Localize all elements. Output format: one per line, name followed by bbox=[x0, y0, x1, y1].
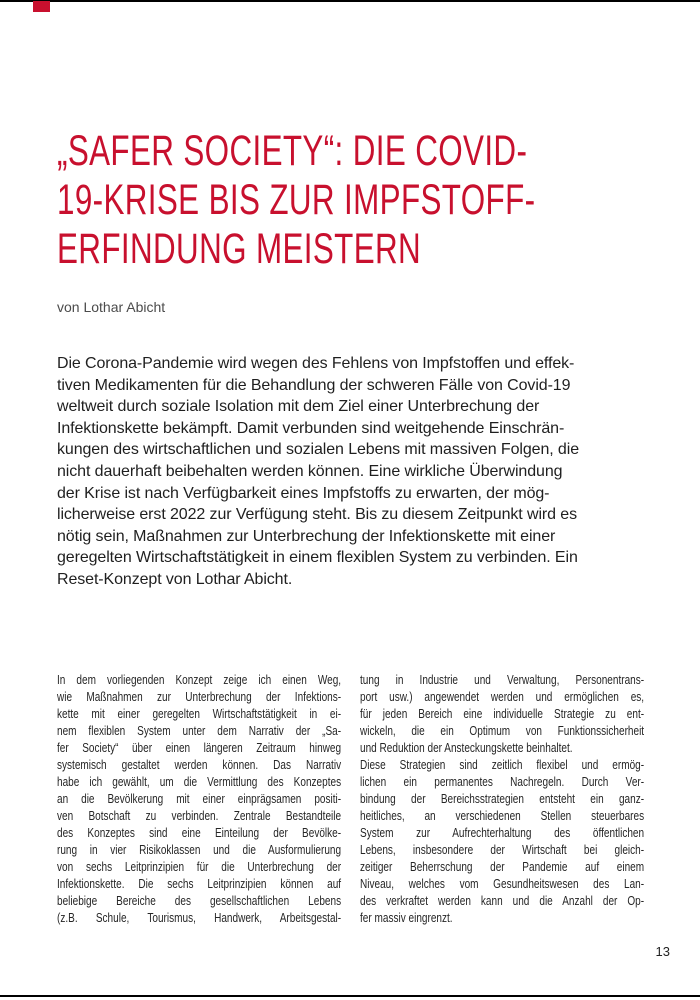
text-line: bindung der Bereichsstrategien entsteht ein ganz- bbox=[360, 791, 645, 806]
text-line: beliebige Bereiche des gesellschaftlichen Lebens bbox=[57, 893, 342, 908]
byline: von Lothar Abicht bbox=[57, 299, 166, 315]
text-line: port usw.) angewendet werden und ermöglichen es, bbox=[360, 689, 645, 704]
text-line: an die Bevölkerung mit einer einprägsamen positi- bbox=[57, 791, 342, 806]
text-line: nötig sein, Maßnahmen zur Unterbrechung der Infektionskette mit einer bbox=[57, 527, 556, 545]
text-line: weltweit durch soziale Isolation mit dem Ziel einer Unterbrechung der bbox=[57, 398, 540, 416]
text-line: licherweise erst 2022 zur Verfügung steht. Bis zu diesem Zeitpunkt wird es bbox=[57, 506, 577, 524]
text-line: Diese Strategien sind zeitlich flexibel und ermög- bbox=[360, 757, 645, 772]
text-line: „SAFER SOCIETY“: DIE COVID- bbox=[57, 127, 528, 175]
intro-paragraph bbox=[57, 353, 579, 591]
text-line: Die Corona-Pandemie wird wegen des Fehlens von Impfstoffen und effek- bbox=[57, 355, 575, 372]
text-line: rung in vier Risikoklassen und die Ausformulierung bbox=[57, 842, 342, 857]
body-column-right bbox=[360, 671, 644, 926]
article-title bbox=[57, 127, 535, 274]
text-line: zeitiger Beherrschung der Pandemie auf einem bbox=[360, 859, 645, 874]
text-line: System zur Aufrechterhaltung des öffentlichen bbox=[360, 825, 645, 840]
top-rule bbox=[0, 0, 700, 2]
text-line: Lebens, insbesondere der Wirtschaft bei gleich- bbox=[360, 842, 645, 857]
text-line: wickeln, die ein Optimum von Funktionssicherheit bbox=[360, 723, 645, 738]
text-line: des verkraftet werden kann und die Anzahl der Op- bbox=[360, 893, 645, 908]
text-line: des Konzeptes sind eine Einteilung der Bevölke- bbox=[57, 825, 342, 840]
text-line: systemisch gestaltet werden können. Das Narrativ bbox=[57, 757, 342, 772]
page-number: 13 bbox=[655, 944, 670, 959]
red-corner-mark bbox=[33, 1, 50, 12]
text-line: wie Maßnahmen zur Unterbrechung der Infektions- bbox=[57, 689, 342, 704]
text-line: (z.B. Schule, Tourismus, Handwerk, Arbeitsgestal- bbox=[57, 910, 342, 925]
text-line: heitliches, an verschiedenen Stellen steuerbares bbox=[360, 808, 645, 823]
text-line: lichen ein permanentes Nachregeln. Durch Ver- bbox=[360, 774, 645, 789]
text-line: In dem vorliegenden Konzept zeige ich einen Weg, bbox=[57, 672, 342, 687]
text-line: für jeden Bereich eine individuelle Strategie zu ent- bbox=[360, 706, 645, 721]
text-line: fer Society“ über einen längeren Zeitraum hinweg bbox=[57, 740, 342, 755]
text-line: Infektionskette bekämpft. Damit verbunden sind weitgehende Einschrän- bbox=[57, 419, 565, 437]
text-line: tung in Industrie und Verwaltung, Personentrans- bbox=[360, 672, 645, 687]
text-line: tiven Medikamenten für die Behandlung der schweren Fälle von Covid-19 bbox=[57, 376, 571, 394]
text-line: ven Botschaft zu verbinden. Zentrale Bestandteile bbox=[57, 808, 342, 823]
text-line: und Reduktion der Ansteckungskette beinhaltet. bbox=[360, 740, 573, 755]
body-column-left bbox=[57, 671, 341, 926]
text-line: habe ich gewählt, um die Vermittlung des Konzeptes bbox=[57, 774, 342, 789]
text-line: Reset-Konzept von Lothar Abicht. bbox=[57, 570, 293, 588]
text-line: geregelten Wirtschaftstätigkeit in einem flexiblen System zu verbinden. Ein bbox=[57, 549, 578, 567]
text-line: der Krise ist nach Verfügbarkeit eines Impfstoffs zu erwarten, der mög- bbox=[57, 484, 550, 502]
text-line: von sechs Leitprinzipien für die Unterbrechung der bbox=[57, 859, 342, 874]
text-line: kungen des wirtschaftlichen und sozialen Lebens mit massiven Folgen, die bbox=[57, 441, 579, 459]
text-line: kette mit einer geregelten Wirtschaftstätigkeit in ei- bbox=[57, 706, 342, 721]
text-line: Niveau, welches vom Gesundheitswesen des Lan- bbox=[360, 876, 645, 891]
bottom-rule bbox=[0, 995, 700, 997]
text-line: ERFINDUNG MEISTERN bbox=[57, 225, 422, 273]
text-line: fer massiv eingrenzt. bbox=[360, 910, 453, 925]
text-line: 19-KRISE BIS ZUR IMPFSTOFF- bbox=[57, 176, 536, 224]
text-line: nem flexiblen System unter dem Narrativ der „Sa- bbox=[57, 723, 342, 738]
text-line: nicht dauerhaft beibehalten werden können. Eine wirkliche Überwindung bbox=[57, 462, 563, 480]
text-line: Infektionskette. Die sechs Leitprinzipien können auf bbox=[57, 876, 342, 891]
